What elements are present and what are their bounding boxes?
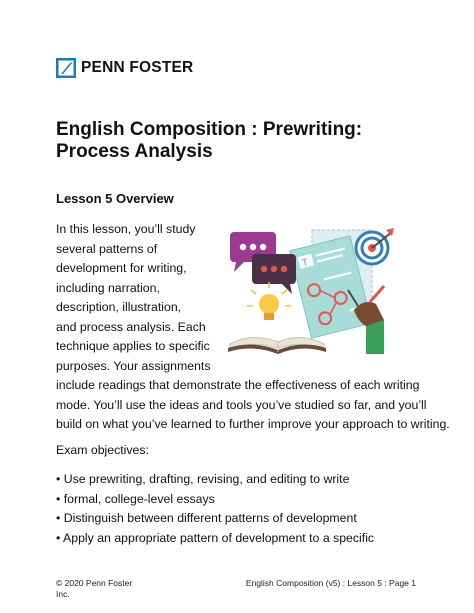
paragraph-line: purposes. Your assignments bbox=[56, 358, 211, 373]
footer-copyright: © 2020 Penn Foster Inc. bbox=[56, 578, 133, 599]
exam-objectives-list bbox=[56, 470, 374, 548]
penn-foster-logo-icon bbox=[56, 58, 76, 78]
penn-foster-logo bbox=[56, 57, 193, 78]
paragraph-line: build on what you’ve learned to further improve your approach to writing. bbox=[56, 417, 450, 431]
writing-process-illustration bbox=[226, 228, 394, 356]
section-heading: Lesson 5 Overview bbox=[56, 191, 174, 206]
paragraph-line: mode. You’ll use the ideas and tools you’ve studied so far, and you’ll bbox=[56, 397, 427, 412]
list-item: • Distinguish between different patterns of development bbox=[56, 511, 357, 525]
paragraph-line: In this lesson, you’ll study bbox=[56, 222, 196, 236]
list-item: • Use prewriting, drafting, revising, and editing to write bbox=[56, 472, 350, 486]
paragraph-line: description, illustration, bbox=[56, 300, 182, 314]
paragraph-line: technique applies to specific bbox=[56, 339, 210, 353]
paragraph-line: include readings that demonstrate the effectiveness of each writing bbox=[56, 378, 420, 392]
logo-text: PENN FOSTER bbox=[81, 58, 194, 76]
exam-objectives-label: Exam objectives: bbox=[56, 443, 149, 457]
paragraph-line: and process analysis. Each bbox=[56, 319, 206, 334]
page-title: English Composition : Prewriting: Process Analysis bbox=[56, 119, 363, 162]
list-item: • formal, college-level essays bbox=[56, 491, 215, 506]
list-item: • Apply an appropriate pattern of development to a specific bbox=[56, 530, 375, 545]
svg-text:T: T bbox=[300, 256, 310, 270]
paragraph-line: including narration, bbox=[56, 280, 160, 295]
paragraph-line: development for writing, bbox=[56, 261, 187, 275]
paragraph-line: several patterns of bbox=[56, 241, 158, 256]
footer-page-info: English Composition (v5) : Lesson 5 : Page 1 bbox=[245, 578, 416, 588]
